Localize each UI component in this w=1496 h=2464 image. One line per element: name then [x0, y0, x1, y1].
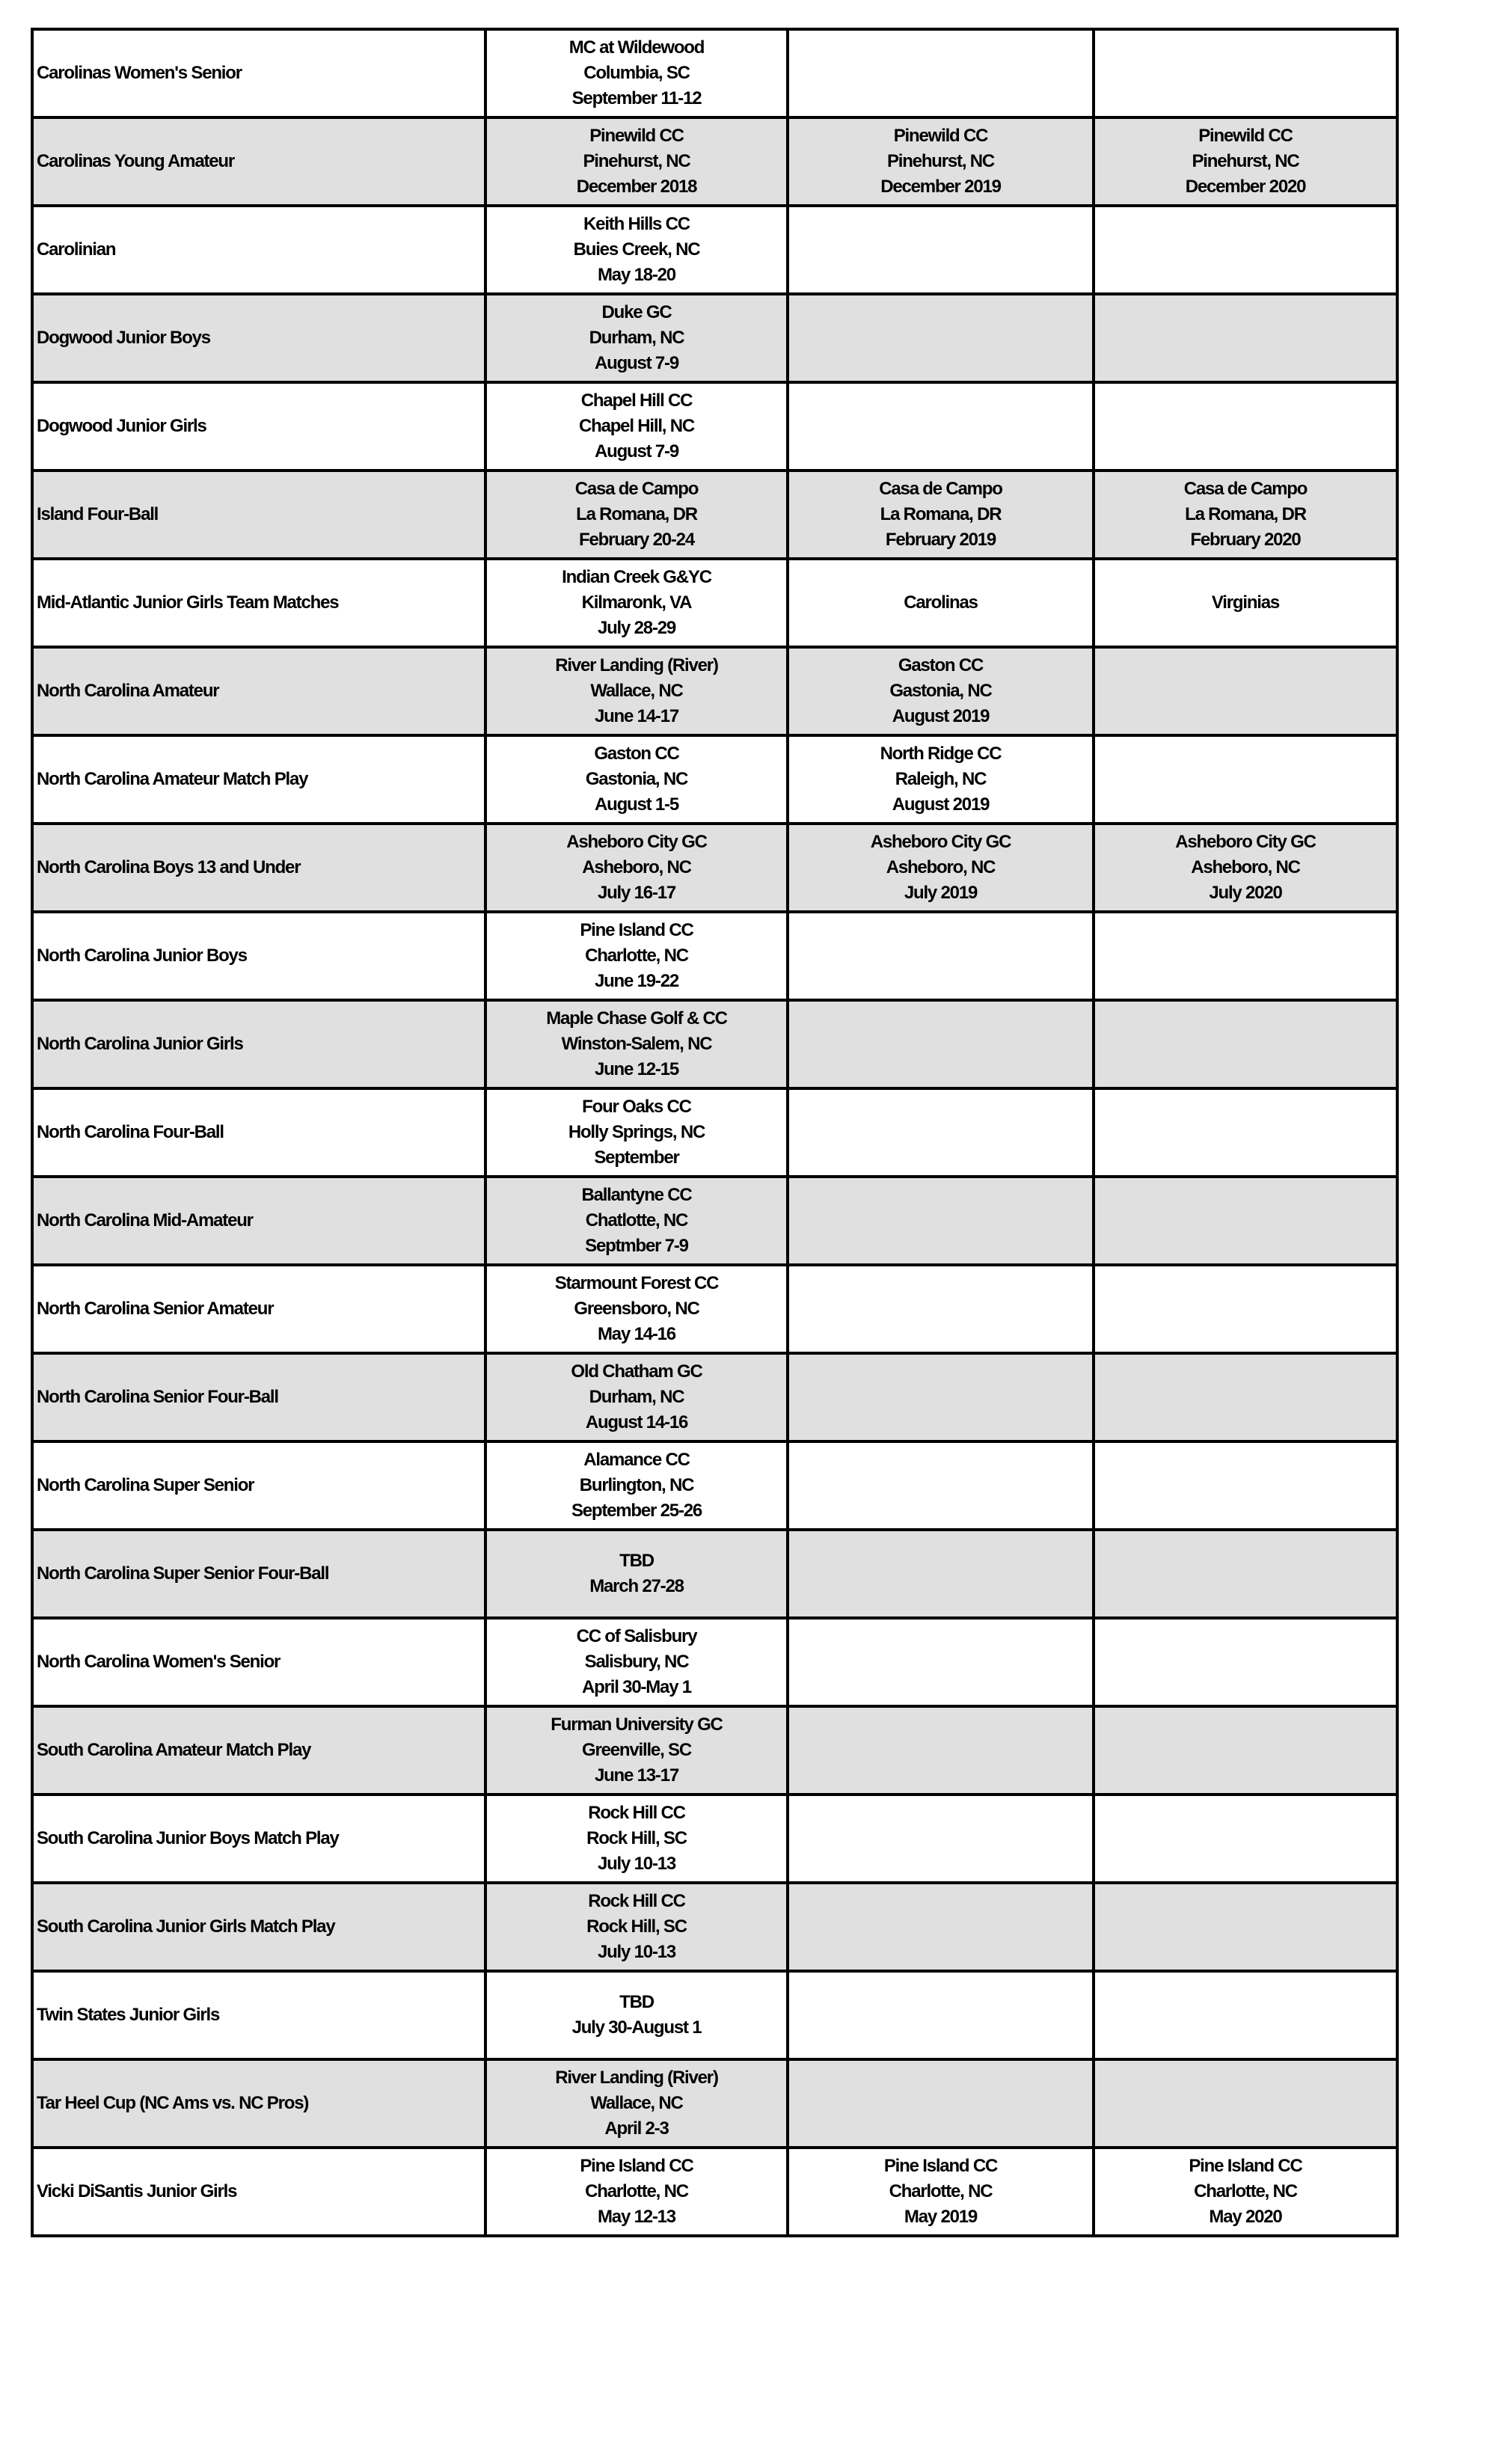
venue-line: Pinewild CC — [1198, 126, 1293, 146]
venue-line: Chapel Hill, NC — [578, 416, 695, 436]
venue-cell-c3 — [1094, 382, 1397, 471]
table-row — [32, 29, 1397, 117]
event-name: Mid-Atlantic Junior Girls Team Matches — [32, 559, 485, 647]
venue-cell-c2 — [788, 1618, 1094, 1706]
venue-line: September — [594, 1147, 679, 1168]
venue-line: Gastonia, NC — [585, 769, 688, 789]
venue-cell-c3 — [1094, 824, 1397, 912]
venue-line: Pine Island CC — [1189, 2156, 1302, 2176]
venue-cell-c3 — [1094, 735, 1397, 824]
table-row — [32, 382, 1397, 471]
venue-cell-c3 — [1094, 294, 1397, 382]
venue-line: Carolinas — [904, 592, 978, 613]
venue-line: Asheboro, NC — [582, 857, 691, 877]
event-name: North Carolina Amateur Match Play — [32, 735, 485, 824]
venue-cell-c1 — [485, 382, 788, 471]
table-row — [32, 1000, 1397, 1088]
table-row — [32, 912, 1397, 1000]
venue-line: Furman University GC — [551, 1714, 723, 1735]
venue-line: Greenville, SC — [582, 1740, 691, 1760]
table-row — [32, 1618, 1397, 1706]
venue-cell-c3 — [1094, 29, 1397, 117]
venue-cell-c2 — [788, 912, 1094, 1000]
venue-line: July 10-13 — [597, 1942, 676, 1962]
venue-cell-c3 — [1094, 1883, 1397, 1971]
venue-line: Asheboro, NC — [886, 857, 996, 877]
venue-line: Pinehurst, NC — [1192, 151, 1299, 171]
venue-cell-c3 — [1094, 912, 1397, 1000]
venue-line: Pinewild CC — [589, 126, 684, 146]
venue-line: Charlotte, NC — [585, 2181, 688, 2201]
venue-line: Raleigh, NC — [895, 769, 987, 789]
venue-cell-c2 — [788, 647, 1094, 735]
venue-cell-c2 — [788, 1265, 1094, 1353]
venue-cell-c2 — [788, 1088, 1094, 1177]
venue-line: Wallace, NC — [590, 2093, 683, 2113]
venue-cell-c3 — [1094, 1088, 1397, 1177]
venue-line: Salisbury, NC — [584, 1652, 689, 1672]
venue-cell-c1 — [485, 824, 788, 912]
venue-cell-c1 — [485, 1795, 788, 1883]
venue-cell-c3 — [1094, 1353, 1397, 1441]
venue-cell-c1 — [485, 559, 788, 647]
venue-cell-c1 — [485, 294, 788, 382]
venue-cell-c1 — [485, 1000, 788, 1088]
venue-cell-c1 — [485, 1177, 788, 1265]
event-name: South Carolina Amateur Match Play — [32, 1706, 485, 1795]
venue-line: Gaston CC — [594, 744, 679, 764]
venue-line: Indian Creek G&YC — [562, 567, 711, 587]
venue-line: Casa de Campo — [574, 479, 699, 499]
venue-line: Durham, NC — [589, 1387, 684, 1407]
venue-cell-c2 — [788, 1971, 1094, 2059]
venue-line: August 7-9 — [594, 353, 678, 373]
venue-line: May 12-13 — [598, 2207, 675, 2227]
venue-cell-c1 — [485, 471, 788, 559]
venue-line: Holly Springs, NC — [568, 1122, 705, 1142]
venue-cell-c3 — [1094, 1706, 1397, 1795]
table-row — [32, 2148, 1397, 2236]
venue-line: Pinehurst, NC — [886, 151, 995, 171]
venue-cell-c3 — [1094, 647, 1397, 735]
table-row — [32, 471, 1397, 559]
venue-line: Pine Island CC — [580, 920, 693, 940]
venue-line: Maple Chase Golf & CC — [546, 1008, 727, 1029]
venue-line: April 2-3 — [604, 2118, 669, 2139]
venue-cell-c1 — [485, 1441, 788, 1530]
venue-line: Buies Creek, NC — [573, 239, 700, 260]
table-row — [32, 647, 1397, 735]
venue-cell-c2 — [788, 471, 1094, 559]
venue-line: Pinehurst, NC — [583, 151, 690, 171]
venue-cell-c3 — [1094, 1795, 1397, 1883]
venue-cell-c2 — [788, 1000, 1094, 1088]
venue-cell-c1 — [485, 2059, 788, 2148]
venue-line: CC of Salisbury — [576, 1626, 697, 1646]
venue-line: River Landing (River) — [555, 2068, 718, 2088]
venue-line: March 27-28 — [589, 1576, 684, 1596]
event-name: South Carolina Junior Girls Match Play — [32, 1883, 485, 1971]
venue-line: Pine Island CC — [580, 2156, 693, 2176]
venue-cell-c1 — [485, 1530, 788, 1618]
venue-line: August 7-9 — [594, 441, 678, 462]
venue-line: TBD — [619, 1551, 654, 1571]
venue-cell-c2 — [788, 117, 1094, 206]
venue-line: Ballantyne CC — [581, 1185, 692, 1205]
venue-cell-c1 — [485, 647, 788, 735]
venue-line: May 18-20 — [598, 265, 675, 285]
venue-cell-c1 — [485, 912, 788, 1000]
venue-line: Burlington, NC — [579, 1475, 694, 1495]
venue-line: Kilmaronk, VA — [581, 592, 692, 613]
venue-line: Winston-Salem, NC — [561, 1034, 712, 1054]
venue-line: July 10-13 — [597, 1854, 676, 1874]
venue-cell-c1 — [485, 1353, 788, 1441]
event-name: North Carolina Four-Ball — [32, 1088, 485, 1177]
venue-line: Rock Hill CC — [588, 1891, 685, 1911]
venue-line: Charlotte, NC — [889, 2181, 993, 2201]
table-row — [32, 1353, 1397, 1441]
venue-line: May 2020 — [1209, 2207, 1282, 2227]
table-row — [32, 1177, 1397, 1265]
venue-line: July 28-29 — [597, 618, 676, 638]
venue-line: Chatlotte, NC — [585, 1210, 688, 1231]
venue-line: June 13-17 — [594, 1765, 679, 1786]
venue-line: Gaston CC — [898, 655, 984, 675]
venue-line: August 1-5 — [594, 794, 678, 815]
table-row — [32, 1706, 1397, 1795]
venue-cell-c3 — [1094, 1530, 1397, 1618]
venue-cell-c2 — [788, 29, 1094, 117]
event-name: North Carolina Super Senior Four-Ball — [32, 1530, 485, 1618]
venue-cell-c2 — [788, 1177, 1094, 1265]
venue-cell-c3 — [1094, 1000, 1397, 1088]
event-name: Vicki DiSantis Junior Girls — [32, 2148, 485, 2236]
venue-cell-c1 — [485, 206, 788, 294]
venue-cell-c1 — [485, 1706, 788, 1795]
venue-cell-c2 — [788, 824, 1094, 912]
venue-cell-c2 — [788, 1441, 1094, 1530]
table-row — [32, 1088, 1397, 1177]
event-name: North Carolina Junior Girls — [32, 1000, 485, 1088]
table-row — [32, 1530, 1397, 1618]
event-name: Island Four-Ball — [32, 471, 485, 559]
venue-cell-c1 — [485, 735, 788, 824]
venue-line: Charlotte, NC — [585, 946, 688, 966]
venue-cell-c1 — [485, 1088, 788, 1177]
venue-cell-c1 — [485, 2148, 788, 2236]
table-row — [32, 2059, 1397, 2148]
venue-line: Pine Island CC — [883, 2156, 998, 2176]
venue-line: MC at Wildewood — [568, 37, 705, 58]
venue-line: July 30-August 1 — [571, 2017, 702, 2038]
venue-cell-c2 — [788, 1706, 1094, 1795]
event-name: Twin States Junior Girls — [32, 1971, 485, 2059]
event-name: North Carolina Mid-Amateur — [32, 1177, 485, 1265]
venue-line: June 14-17 — [594, 706, 679, 726]
table-row — [32, 117, 1397, 206]
event-name: Carolinas Young Amateur — [32, 117, 485, 206]
venue-cell-c1 — [485, 1265, 788, 1353]
venue-line: Asheboro City GC — [1175, 832, 1316, 852]
venue-line: Casa de Campo — [879, 479, 1002, 499]
venue-cell-c3 — [1094, 1618, 1397, 1706]
venue-line: Gastonia, NC — [889, 681, 992, 701]
venue-line: September 11-12 — [571, 88, 702, 108]
venue-line: December 2020 — [1185, 177, 1306, 197]
venue-line: Rock Hill, SC — [586, 1916, 687, 1937]
venue-cell-c2 — [788, 2059, 1094, 2148]
venue-cell-c2 — [788, 559, 1094, 647]
event-name: North Carolina Senior Four-Ball — [32, 1353, 485, 1441]
venue-line: December 2018 — [576, 177, 697, 197]
event-name: Carolinas Women's Senior — [32, 29, 485, 117]
venue-line: February 2019 — [885, 530, 996, 550]
venue-line: Four Oaks CC — [582, 1097, 691, 1117]
venue-line: Septmber 7-9 — [585, 1236, 688, 1256]
event-name: North Carolina Senior Amateur — [32, 1265, 485, 1353]
venue-line: Rock Hill, SC — [586, 1828, 687, 1848]
event-name: North Carolina Amateur — [32, 647, 485, 735]
venue-cell-c2 — [788, 1530, 1094, 1618]
venue-line: Asheboro City GC — [566, 832, 707, 852]
event-name: Dogwood Junior Girls — [32, 382, 485, 471]
venue-cell-c1 — [485, 1971, 788, 2059]
venue-line: Pinewild CC — [893, 126, 988, 146]
venue-cell-c2 — [788, 1353, 1094, 1441]
venue-cell-c2 — [788, 735, 1094, 824]
event-name: North Carolina Boys 13 and Under — [32, 824, 485, 912]
venue-cell-c3 — [1094, 206, 1397, 294]
venue-line: Duke GC — [601, 302, 672, 322]
table-row — [32, 1883, 1397, 1971]
venue-line: River Landing (River) — [555, 655, 718, 675]
venue-line: July 16-17 — [597, 883, 676, 903]
event-name: North Carolina Women's Senior — [32, 1618, 485, 1706]
venue-line: Virginias — [1211, 592, 1280, 613]
venue-line: June 19-22 — [594, 971, 679, 991]
venue-cell-c1 — [485, 117, 788, 206]
championship-schedule-table — [31, 28, 1399, 2237]
venue-cell-c2 — [788, 2148, 1094, 2236]
venue-line: La Romana, DR — [1185, 504, 1306, 524]
table-row — [32, 1795, 1397, 1883]
venue-cell-c2 — [788, 294, 1094, 382]
venue-cell-c3 — [1094, 559, 1397, 647]
venue-line: August 2019 — [892, 794, 990, 815]
event-name: North Carolina Junior Boys — [32, 912, 485, 1000]
venue-line: Asheboro City GC — [870, 832, 1011, 852]
venue-cell-c3 — [1094, 1177, 1397, 1265]
venue-cell-c2 — [788, 206, 1094, 294]
venue-line: August 14-16 — [585, 1412, 688, 1432]
table-row — [32, 1265, 1397, 1353]
venue-cell-c2 — [788, 382, 1094, 471]
venue-cell-c3 — [1094, 1971, 1397, 2059]
venue-cell-c3 — [1094, 1441, 1397, 1530]
venue-cell-c1 — [485, 1883, 788, 1971]
venue-line: July 2019 — [904, 883, 978, 903]
venue-line: May 2019 — [904, 2207, 978, 2227]
venue-line: June 12-15 — [594, 1059, 679, 1079]
venue-cell-c2 — [788, 1883, 1094, 1971]
venue-line: September 25-26 — [571, 1501, 702, 1521]
event-name: Tar Heel Cup (NC Ams vs. NC Pros) — [32, 2059, 485, 2148]
table-row — [32, 1441, 1397, 1530]
venue-line: Charlotte, NC — [1194, 2181, 1297, 2201]
venue-line: Rock Hill CC — [588, 1803, 685, 1823]
venue-line: Keith Hills CC — [583, 214, 690, 234]
venue-cell-c1 — [485, 29, 788, 117]
venue-line: August 2019 — [892, 706, 990, 726]
venue-line: Alamance CC — [583, 1450, 690, 1470]
venue-line: Wallace, NC — [590, 681, 683, 701]
event-name: Dogwood Junior Boys — [32, 294, 485, 382]
venue-line: TBD — [619, 1992, 654, 2012]
venue-line: La Romana, DR — [880, 504, 1002, 524]
venue-cell-c3 — [1094, 2059, 1397, 2148]
table-row — [32, 206, 1397, 294]
venue-line: Durham, NC — [589, 328, 684, 348]
event-name: Carolinian — [32, 206, 485, 294]
venue-line: Casa de Campo — [1183, 479, 1308, 499]
venue-line: April 30-May 1 — [582, 1677, 691, 1697]
table-row — [32, 559, 1397, 647]
venue-line: Columbia, SC — [583, 63, 690, 83]
table-row — [32, 294, 1397, 382]
venue-cell-c1 — [485, 1618, 788, 1706]
event-name: South Carolina Junior Boys Match Play — [32, 1795, 485, 1883]
venue-line: February 20-24 — [579, 530, 694, 550]
venue-line: North Ridge CC — [880, 744, 1002, 764]
venue-line: December 2019 — [880, 177, 1001, 197]
event-name: North Carolina Super Senior — [32, 1441, 485, 1530]
venue-cell-c3 — [1094, 471, 1397, 559]
venue-cell-c3 — [1094, 1265, 1397, 1353]
venue-line: Asheboro, NC — [1191, 857, 1300, 877]
venue-line: Greensboro, NC — [574, 1299, 699, 1319]
table-row — [32, 824, 1397, 912]
table-row — [32, 735, 1397, 824]
venue-line: Starmount Forest CC — [554, 1273, 719, 1293]
venue-line: La Romana, DR — [576, 504, 697, 524]
venue-line: July 2020 — [1209, 883, 1282, 903]
venue-line: February 2020 — [1190, 530, 1301, 550]
venue-line: Chapel Hill CC — [580, 390, 693, 411]
venue-cell-c3 — [1094, 117, 1397, 206]
table-row — [32, 1971, 1397, 2059]
venue-cell-c3 — [1094, 2148, 1397, 2236]
venue-cell-c2 — [788, 1795, 1094, 1883]
venue-line: May 14-16 — [598, 1324, 675, 1344]
venue-line: Old Chatham GC — [571, 1361, 702, 1382]
